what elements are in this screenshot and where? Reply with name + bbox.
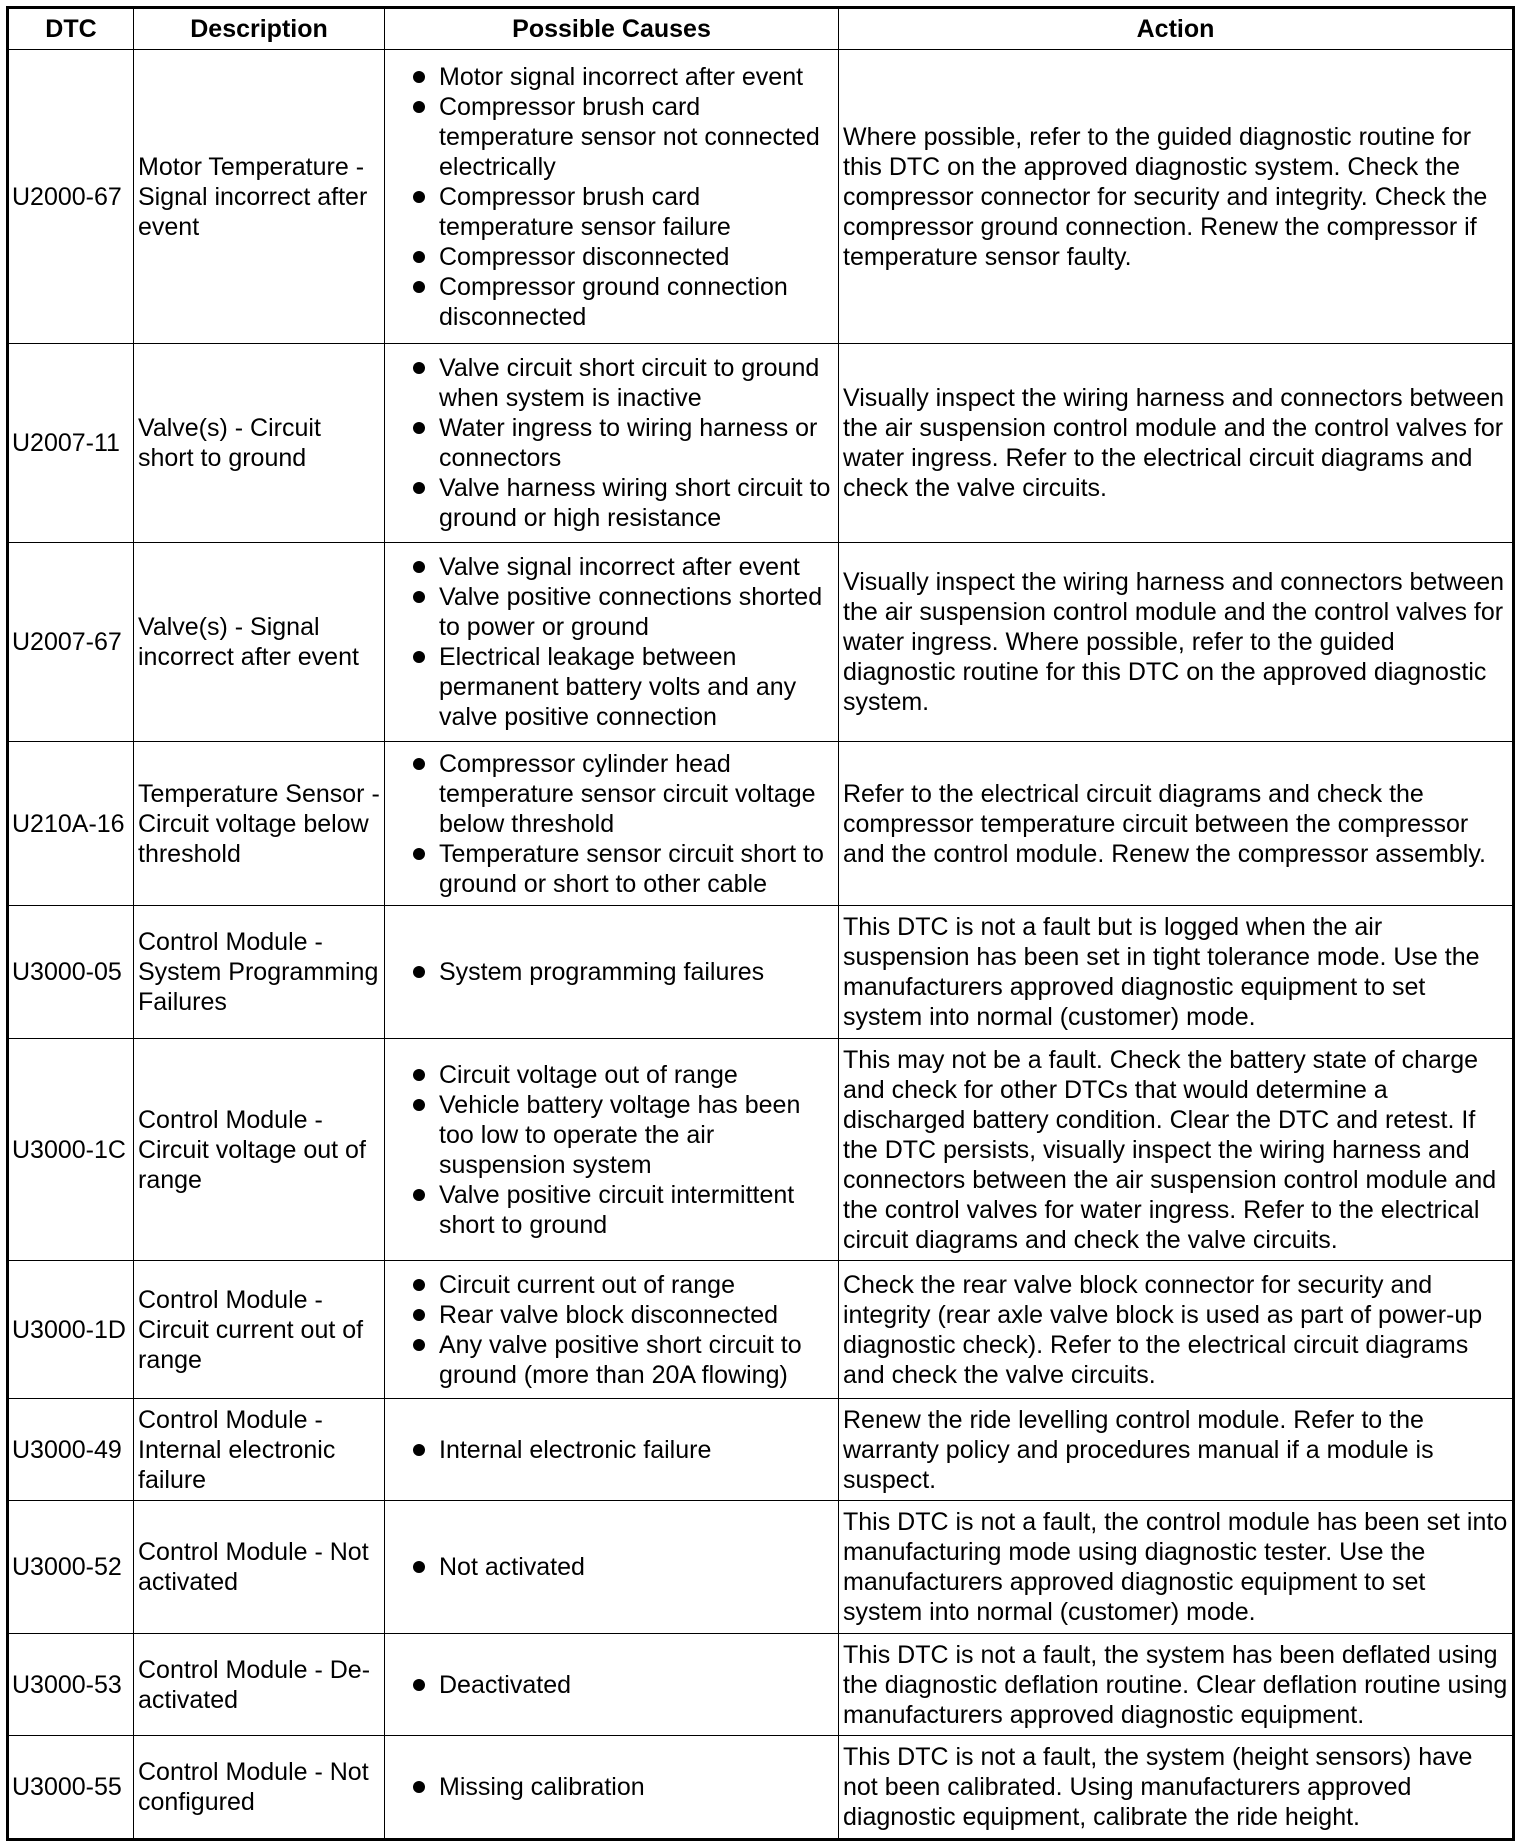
dtc-table (6, 6, 1515, 1841)
causes-list (389, 552, 834, 732)
table-row (8, 50, 1514, 344)
possible-causes (385, 906, 839, 1039)
action-text: Where possible, refer to the guided diagnostic routine for this DTC on the approved diagnostic system. Check the compressor connector for security and integrity. Check the compressor ground connection. Renew the compressor if temperature sensor faulty. (839, 50, 1514, 344)
cause-item: Missing calibration (389, 1772, 834, 1802)
dtc-code: U3000-55 (8, 1736, 134, 1840)
table-row (8, 543, 1514, 742)
possible-causes (385, 742, 839, 906)
action-text: Refer to the electrical circuit diagrams and check the compressor temperature circuit between the compressor and the control module. Renew the compressor assembly. (839, 742, 1514, 906)
cause-item: Compressor brush card temperature sensor not connected electrically (389, 92, 834, 182)
table-row (8, 1736, 1514, 1840)
dtc-description: Control Module - Circuit current out of range (134, 1261, 385, 1399)
action-text: This DTC is not a fault, the system (height sensors) have not been calibrated. Using manufacturers approved diagnostic equipment, calibrate the ride height. (839, 1736, 1514, 1840)
dtc-description: Control Module - Circuit voltage out of range (134, 1039, 385, 1261)
table-row (8, 1501, 1514, 1634)
possible-causes (385, 1261, 839, 1399)
cause-item: Internal electronic failure (389, 1435, 834, 1465)
possible-causes (385, 1736, 839, 1840)
table-row (8, 1261, 1514, 1399)
table-row (8, 742, 1514, 906)
causes-list (389, 1552, 834, 1582)
cause-item: Any valve positive short circuit to ground (more than 20A flowing) (389, 1330, 834, 1390)
possible-causes (385, 1501, 839, 1634)
cause-item: Circuit voltage out of range (389, 1060, 834, 1090)
cause-item: Circuit current out of range (389, 1270, 834, 1300)
dtc-code: U3000-1C (8, 1039, 134, 1261)
dtc-description: Valve(s) - Circuit short to ground (134, 344, 385, 543)
cause-item: Compressor brush card temperature sensor failure (389, 182, 834, 242)
causes-list (389, 1670, 834, 1700)
cause-item: System programming failures (389, 957, 834, 987)
cause-item: Compressor disconnected (389, 242, 834, 272)
dtc-description: Control Module - De-activated (134, 1634, 385, 1736)
header-action: Action (839, 8, 1514, 50)
cause-item: Not activated (389, 1552, 834, 1582)
possible-causes (385, 344, 839, 543)
action-text: Check the rear valve block connector for security and integrity (rear axle valve block is used as part of power-up diagnostic check). Refer to the electrical circuit diagrams and check the valve circuits. (839, 1261, 1514, 1399)
cause-item: Motor signal incorrect after event (389, 62, 834, 92)
action-text: This DTC is not a fault, the control module has been set into manufacturing mode using diagnostic tester. Use the manufacturers approved diagnostic equipment to set system into normal (customer) mode. (839, 1501, 1514, 1634)
header-description: Description (134, 8, 385, 50)
dtc-code: U3000-49 (8, 1399, 134, 1501)
action-text: This DTC is not a fault but is logged when the air suspension has been set in tight tolerance mode. Use the manufacturers approved diagnostic equipment to set system into normal (customer) mode. (839, 906, 1514, 1039)
table-row (8, 1634, 1514, 1736)
dtc-code: U3000-05 (8, 906, 134, 1039)
action-text: Visually inspect the wiring harness and connectors between the air suspension control module and the control valves for water ingress. Refer to the electrical circuit diagrams and check the valve circuits. (839, 344, 1514, 543)
dtc-description: Control Module - Not configured (134, 1736, 385, 1840)
causes-list (389, 1060, 834, 1240)
dtc-code: U3000-53 (8, 1634, 134, 1736)
possible-causes (385, 50, 839, 344)
cause-item: Vehicle battery voltage has been too low to operate the air suspension system (389, 1090, 834, 1180)
cause-item: Valve harness wiring short circuit to ground or high resistance (389, 473, 834, 533)
action-text: Visually inspect the wiring harness and connectors between the air suspension control module and the control valves for water ingress. Where possible, refer to the guided diagnostic routine for this DTC on the approved diagnostic system. (839, 543, 1514, 742)
cause-item: Temperature sensor circuit short to ground or short to other cable (389, 839, 834, 899)
dtc-description: Valve(s) - Signal incorrect after event (134, 543, 385, 742)
cause-item: Valve positive connections shorted to power or ground (389, 582, 834, 642)
dtc-description: Motor Temperature - Signal incorrect after event (134, 50, 385, 344)
dtc-description: Control Module - Internal electronic failure (134, 1399, 385, 1501)
cause-item: Valve circuit short circuit to ground when system is inactive (389, 353, 834, 413)
table-row (8, 1399, 1514, 1501)
possible-causes (385, 1039, 839, 1261)
possible-causes (385, 1399, 839, 1501)
causes-list (389, 353, 834, 533)
causes-list (389, 749, 834, 899)
dtc-code: U210A-16 (8, 742, 134, 906)
causes-list (389, 1270, 834, 1390)
header-possible-causes: Possible Causes (385, 8, 839, 50)
header-row (8, 8, 1514, 50)
cause-item: Water ingress to wiring harness or connectors (389, 413, 834, 473)
dtc-code: U2007-11 (8, 344, 134, 543)
dtc-code: U2007-67 (8, 543, 134, 742)
table-row (8, 1039, 1514, 1261)
dtc-code: U2000-67 (8, 50, 134, 344)
dtc-description: Control Module - Not activated (134, 1501, 385, 1634)
cause-item: Compressor ground connection disconnected (389, 272, 834, 332)
possible-causes (385, 1634, 839, 1736)
action-text: This may not be a fault. Check the battery state of charge and check for other DTCs that would determine a discharged battery condition. Clear the DTC and retest. If the DTC persists, visually inspect the wiring harness and connectors between the air suspension control module and the control valves for water ingress. Refer to the electrical circuit diagrams and check the valve circuits. (839, 1039, 1514, 1261)
header-dtc: DTC (8, 8, 134, 50)
causes-list (389, 957, 834, 987)
causes-list (389, 1435, 834, 1465)
cause-item: Deactivated (389, 1670, 834, 1700)
action-text: This DTC is not a fault, the system has been deflated using the diagnostic deflation routine. Clear deflation routine using manufacturers approved diagnostic equipment. (839, 1634, 1514, 1736)
cause-item: Compressor cylinder head temperature sensor circuit voltage below threshold (389, 749, 834, 839)
dtc-code: U3000-1D (8, 1261, 134, 1399)
dtc-description: Control Module - System Programming Failures (134, 906, 385, 1039)
cause-item: Rear valve block disconnected (389, 1300, 834, 1330)
cause-item: Electrical leakage between permanent battery volts and any valve positive connection (389, 642, 834, 732)
dtc-description: Temperature Sensor - Circuit voltage below threshold (134, 742, 385, 906)
table-row (8, 344, 1514, 543)
table-body (8, 50, 1514, 1840)
cause-item: Valve positive circuit intermittent short to ground (389, 1180, 834, 1240)
table-row (8, 906, 1514, 1039)
causes-list (389, 62, 834, 332)
causes-list (389, 1772, 834, 1802)
dtc-code: U3000-52 (8, 1501, 134, 1634)
cause-item: Valve signal incorrect after event (389, 552, 834, 582)
possible-causes (385, 543, 839, 742)
action-text: Renew the ride levelling control module. Refer to the warranty policy and procedures manual if a module is suspect. (839, 1399, 1514, 1501)
